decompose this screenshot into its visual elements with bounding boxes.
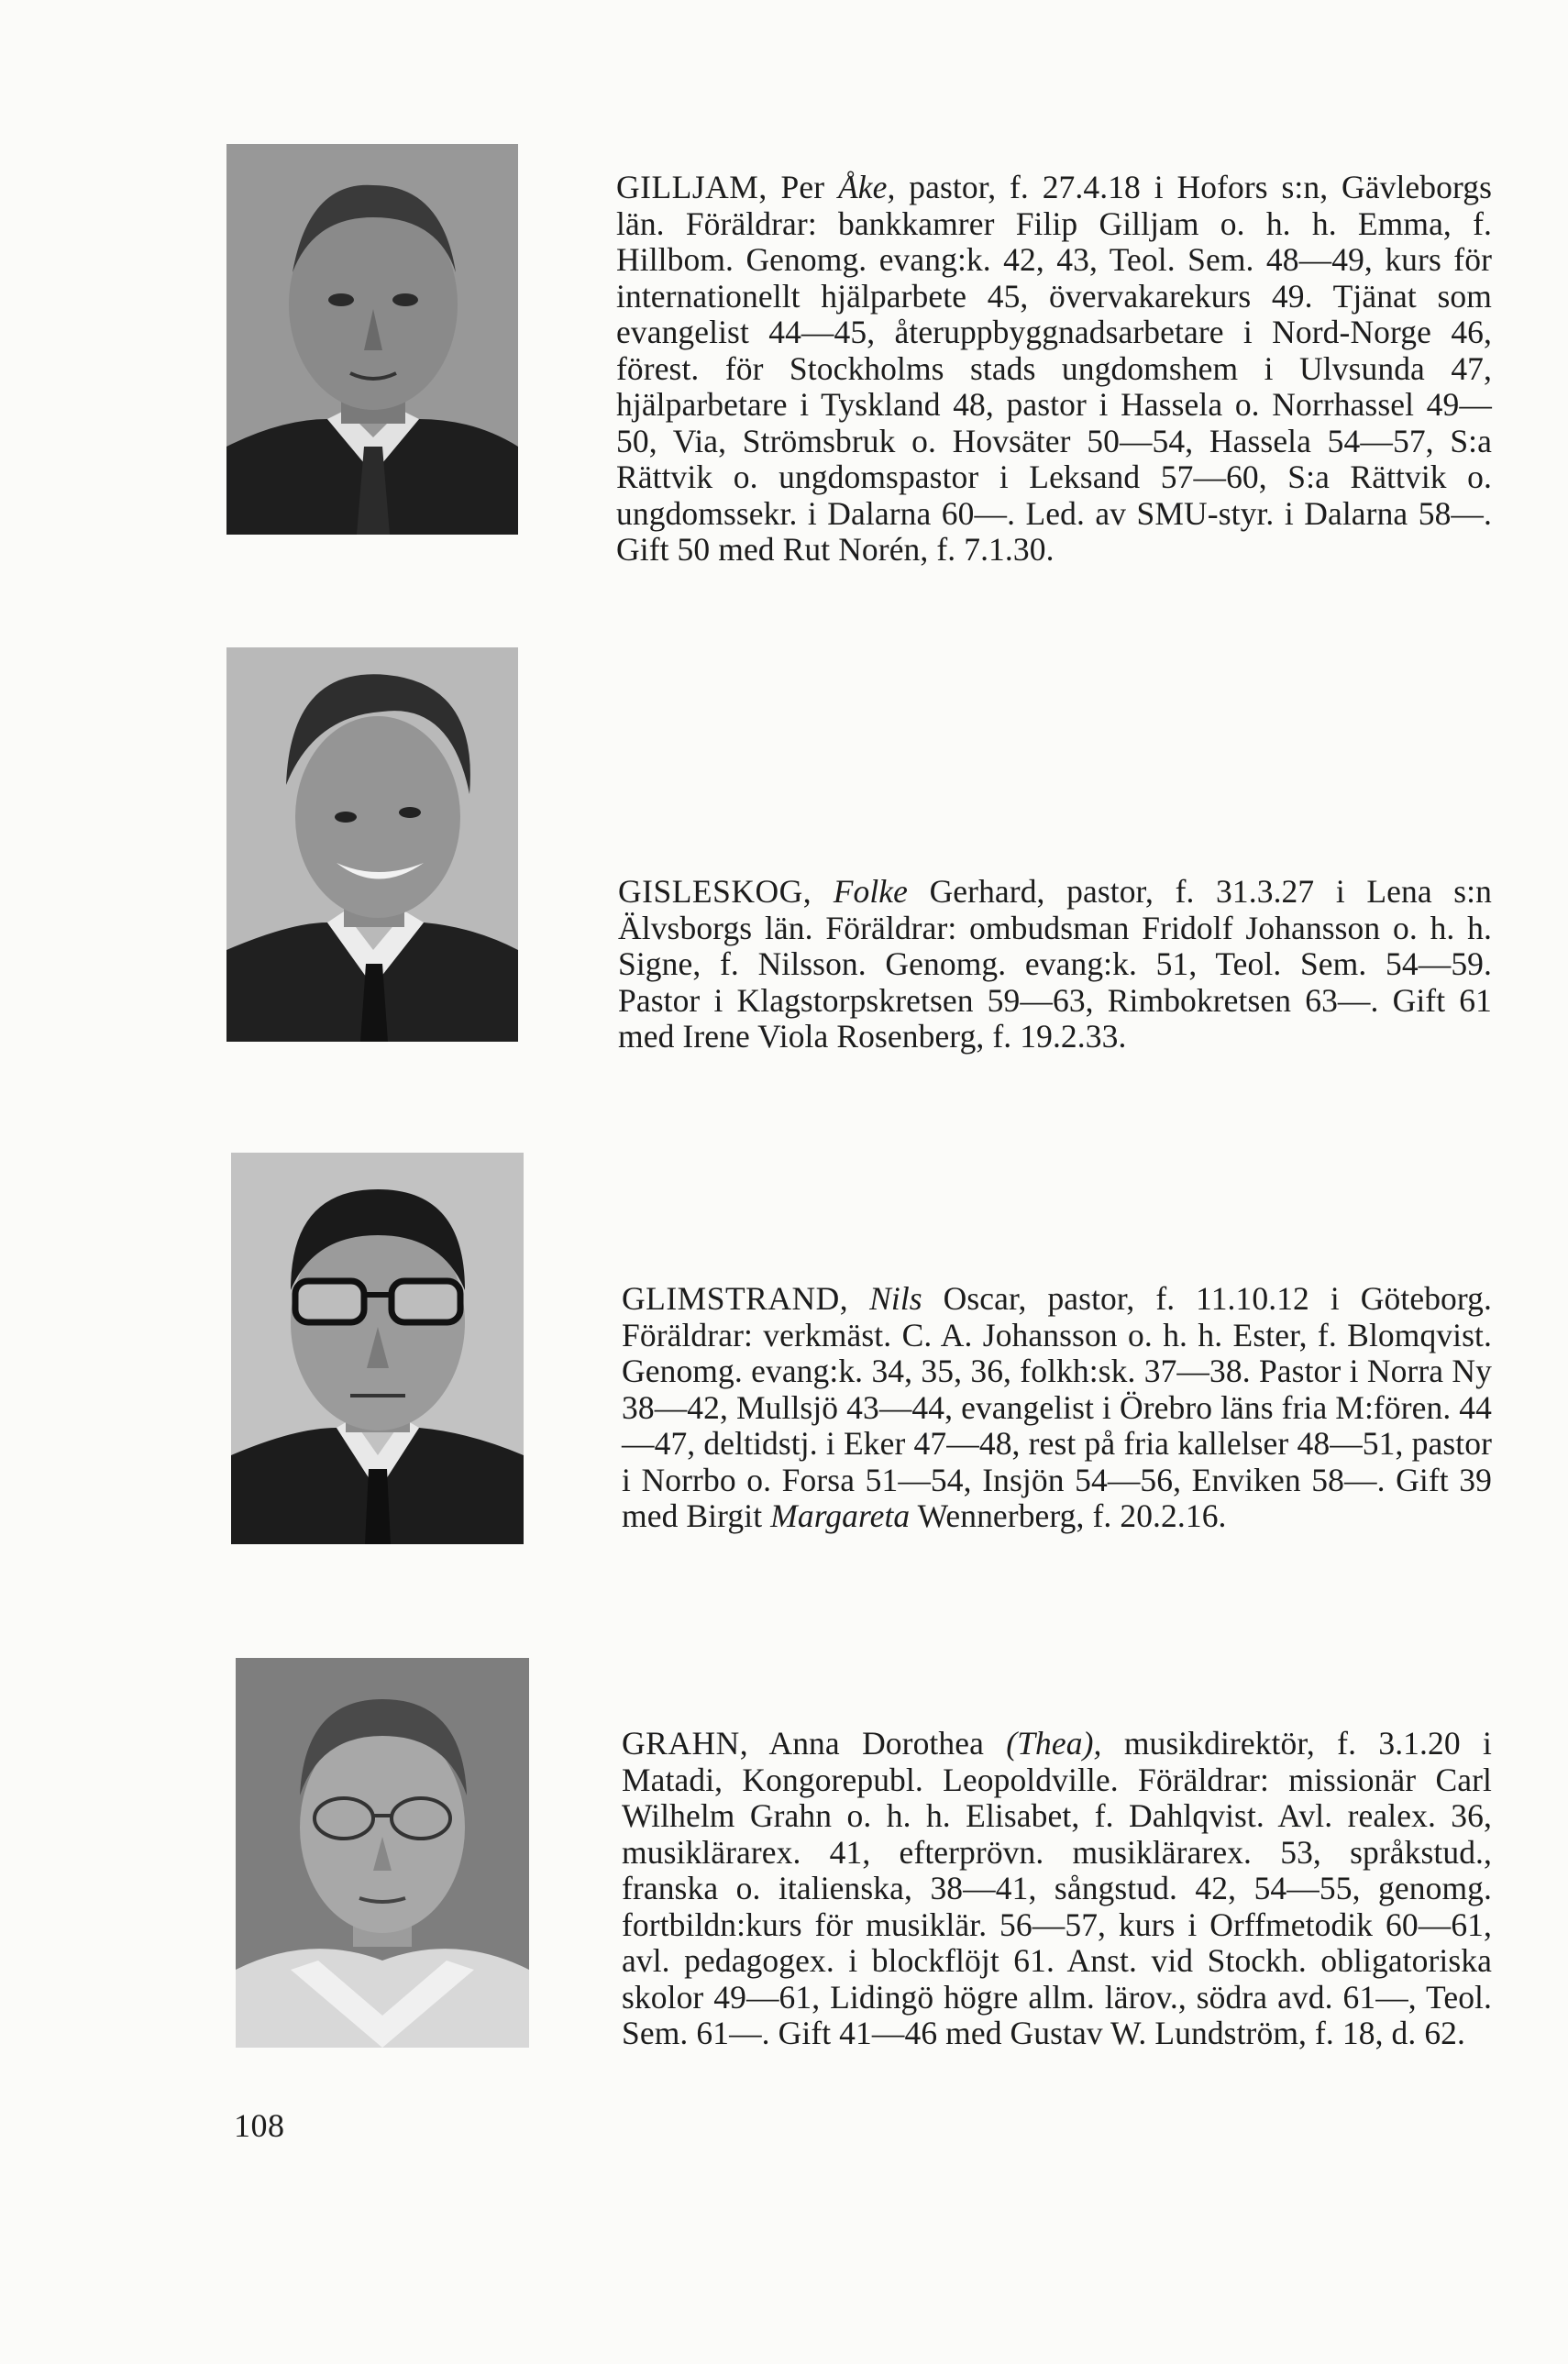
surname: GLIMSTRAND,	[622, 1280, 849, 1317]
surname: GRAHN,	[622, 1725, 749, 1762]
bio-segment-italic: Folke	[833, 873, 908, 910]
bio-segment: musikdirektör, f. 3.1.20 i Matadi, Kongorepubl. Leopoldville. Föräldrar: missionär Carl Wilhelm Grahn o. h. h. Elisabet, f. Dahlqvist. Avl. realex. 36, musiklärarex. 41, efterprövn. musiklärarex. 53, språkstud., franska o. italienska, 38—41, sångstud. 42, 54—55, genomg. fortbildn:kurs för musiklär. 56—57, kurs i Orffmetodik 60—61, avl. pedagogex. i blockflöjt 61. Anst. vid Stockh. obligatoriska skolor 49—61, Lidingö högre allm. lärov., södra avd. 61—, Teol. Sem. 61—. Gift 41—46 med Gustav W. Lundström, f. 18, d. 62.	[622, 1725, 1492, 2051]
bio-segment-italic: Åke,	[837, 169, 896, 205]
surname: GISLESKOG,	[618, 873, 812, 910]
bio-text	[622, 1726, 1492, 2052]
bio-segment: pastor, f. 27.4.18 i Hofors s:n, Gävleborgs län. Föräldrar: bankkamrer Filip Gilljam o. h. h. Emma, f. Hillbom. Genomg. evang:k. 42, 43, Teol. Sem. 48—49, kurs för internationellt hjälparbete 45, övervakarekurs 49. Tjänat som evangelist 44—45, återuppbyggnadsarbetare i Nord-Norge 46, förest. för Stockholms stads ungdomshem i Ulvsunda 47, hjälparbetare i Tyskland 48, pastor i Hassela o. Norrhassel 49—50, Via, Strömsbruk o. Hovsäter 50—54, Hassela 54—57, S:a Rättvik o. ungdomspastor i Leksand 57—60, S:a Rättvik o. ungdomssekr. i Dalarna 60—. Led. av SMU-styr. i Dalarna 58—. Gift 50 med Rut Norén, f. 7.1.30.	[616, 169, 1493, 568]
bio-segment: Anna Dorothea	[748, 1725, 1007, 1762]
bio-segment: Wennerberg, f. 20.2.16.	[910, 1497, 1227, 1534]
bio-segment	[848, 1280, 869, 1317]
bio-segment: Per	[767, 169, 838, 205]
bio-segment	[812, 873, 834, 910]
bio-text	[618, 874, 1492, 1055]
bio-segment: Gerhard, pastor, f. 31.3.27 i Lena s:n Älvsborgs län. Föräldrar: ombudsman Fridolf Johansson o. h. h. Signe, f. Nilsson. Genomg. evang:k. 51, Teol. Sem. 54—59. Pastor i Klagstorpskretsen 59—63, Rimbokretsen 63—. Gift 61 med Irene Viola Rosenberg, f. 19.2.33.	[618, 873, 1492, 1055]
bio-segment-italic: (Thea),	[1006, 1725, 1102, 1762]
surname: GILLJAM,	[616, 169, 767, 205]
bio-text	[622, 1281, 1492, 1535]
portrait-woman-glasses-icon	[236, 1658, 529, 2048]
portrait-man-suit-icon	[226, 144, 518, 535]
bio-segment: Oscar, pastor, f. 11.10.12 i Göteborg. Föräldrar: verkmäst. C. A. Johansson o. h. h. Ester, f. Blomqvist. Genomg. evang:k. 34, 35, 36, folkh:sk. 37—38. Pastor i Norra Ny 38—42, Mullsjö 43—44, evangelist i Örebro läns fria M:fören. 44—47, deltidstj. i Eker 47—48, rest på fria kallelser 48—51, pastor i Norrbo o. Forsa 51—54, Insjön 54—56, Enviken 58—. Gift 39 med Birgit	[622, 1280, 1493, 1534]
portrait-young-man-icon	[226, 647, 518, 1042]
page-number: 108	[234, 2107, 285, 2144]
bio-segment-italic: Margareta	[770, 1497, 911, 1534]
bio-segment-italic: Nils	[869, 1280, 922, 1317]
portrait-man-glasses-icon	[231, 1153, 524, 1544]
bio-text	[616, 170, 1492, 569]
